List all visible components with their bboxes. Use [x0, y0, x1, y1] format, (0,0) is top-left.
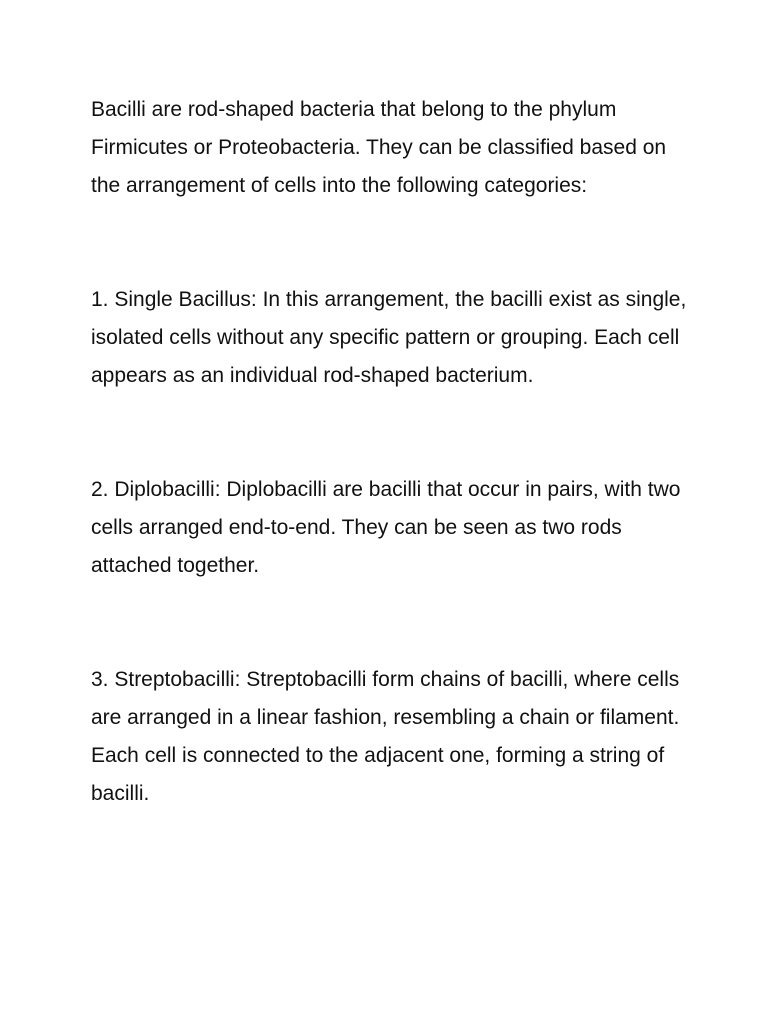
- intro-paragraph: Bacilli are rod-shaped bacteria that belong to the phylum Firmicutes or Proteobacteria. They can be classified based on the arrangement of cells into the following categories:: [91, 98, 667, 197]
- diplobacilli-paragraph: 2. Diplobacilli: Diplobacilli are bacilli that occur in pairs, with two cells arranged end-to-end. They can be seen as two rods attached together.: [91, 478, 681, 577]
- document-body: [91, 91, 691, 813]
- single-bacillus-paragraph: 1. Single Bacillus: In this arrangement, the bacilli exist as single, isolated cells without any specific pattern or grouping. Each cell appears as an individual rod-shaped bacterium.: [91, 288, 687, 387]
- streptobacilli-paragraph: 3. Streptobacilli: Streptobacilli form chains of bacilli, where cells are arranged in a linear fashion, resembling a chain or filament. Each cell is connected to the adjacent one, forming a string of bacilli.: [91, 668, 680, 805]
